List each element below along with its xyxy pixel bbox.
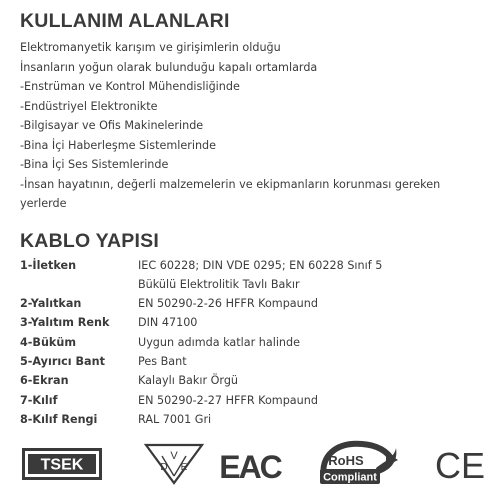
- vde-v-text: V: [170, 450, 178, 462]
- table-row: [20, 256, 492, 295]
- table-row: [20, 313, 492, 332]
- spec-key: 5-Ayırıcı Bant: [20, 354, 105, 368]
- tsek-text: TSEK: [40, 456, 84, 474]
- spec-value-line: Bükülü Elektrolitik Tavlı Bakır: [138, 277, 300, 291]
- spec-value: DIN 47100: [138, 316, 198, 330]
- usage-line: yerlerde: [20, 197, 67, 210]
- cable-title: KABLO YAPISI: [20, 229, 159, 252]
- ce-logo: [434, 444, 486, 484]
- usage-line: Elektromanyetik karışım ve girişimlerin olduğu: [20, 41, 281, 54]
- usage-line: -Bina İçi Haberleşme Sistemlerinde: [20, 138, 217, 152]
- vde-d-text: D: [160, 462, 168, 473]
- usage-line: -Bilgisayar ve Ofis Makinelerinde: [20, 119, 204, 132]
- rohs-text: RoHS: [328, 453, 364, 468]
- usage-line: -Endüstriyel Elektronikte: [20, 99, 158, 113]
- spec-value: Uygun adımda katlar halinde: [138, 335, 301, 349]
- eac-text: EAC: [219, 449, 281, 485]
- spec-key: 3-Yalıtım Renk: [20, 316, 110, 330]
- table-row: [20, 391, 492, 410]
- table-row: [20, 352, 492, 371]
- spec-key: 8-Kılıf Rengi: [20, 412, 98, 426]
- spec-key: 2-Yalıtkan: [20, 297, 82, 311]
- table-row: [20, 333, 492, 352]
- cable-spec-table: [20, 256, 492, 430]
- usage-list: [20, 38, 492, 214]
- spec-sheet: [20, 8, 492, 429]
- certification-logos: [20, 438, 488, 490]
- table-row: [20, 410, 492, 429]
- spec-key: 7-Kılıf: [20, 393, 58, 407]
- spec-value: Kalaylı Bakır Örgü: [138, 374, 239, 388]
- spec-value: [138, 256, 492, 295]
- vde-e-text: E: [180, 462, 188, 473]
- spec-value: RAL 7001 Gri: [138, 412, 212, 426]
- ce-text: CE: [434, 445, 486, 486]
- eac-logo: [219, 444, 281, 485]
- usage-line: İnsanların yoğun olarak bulunduğu kapalı ortamlarda: [20, 60, 318, 74]
- rohs-compliant-text: Compliant: [323, 471, 377, 484]
- vde-logo: [142, 442, 206, 486]
- spec-value: Pes Bant: [138, 354, 187, 368]
- table-row: [20, 371, 492, 390]
- usage-line: -Bina İçi Ses Sistemlerinde: [20, 158, 169, 171]
- spec-value-line: IEC 60228; DIN VDE 0295; EN 60228 Sınıf 5: [138, 258, 383, 272]
- spec-value: EN 50290-2-27 HFFR Kompaund: [138, 393, 318, 407]
- usage-line: -İnsan hayatının, değerli malzemelerin ve ekipmanların korunması gereken: [20, 177, 441, 191]
- spec-key: 4-Büküm: [20, 335, 76, 349]
- tsek-logo: [22, 448, 102, 480]
- spec-key: 1-İletken: [20, 258, 77, 272]
- table-row: [20, 294, 492, 313]
- rohs-logo: [316, 438, 400, 488]
- usage-line: -Enstrüman ve Kontrol Mühendisliğinde: [20, 80, 240, 93]
- spec-key: 6-Ekran: [20, 374, 69, 388]
- usage-title: KULLANIM ALANLARI: [20, 10, 230, 32]
- spec-value: EN 50290-2-26 HFFR Kompaund: [138, 297, 318, 311]
